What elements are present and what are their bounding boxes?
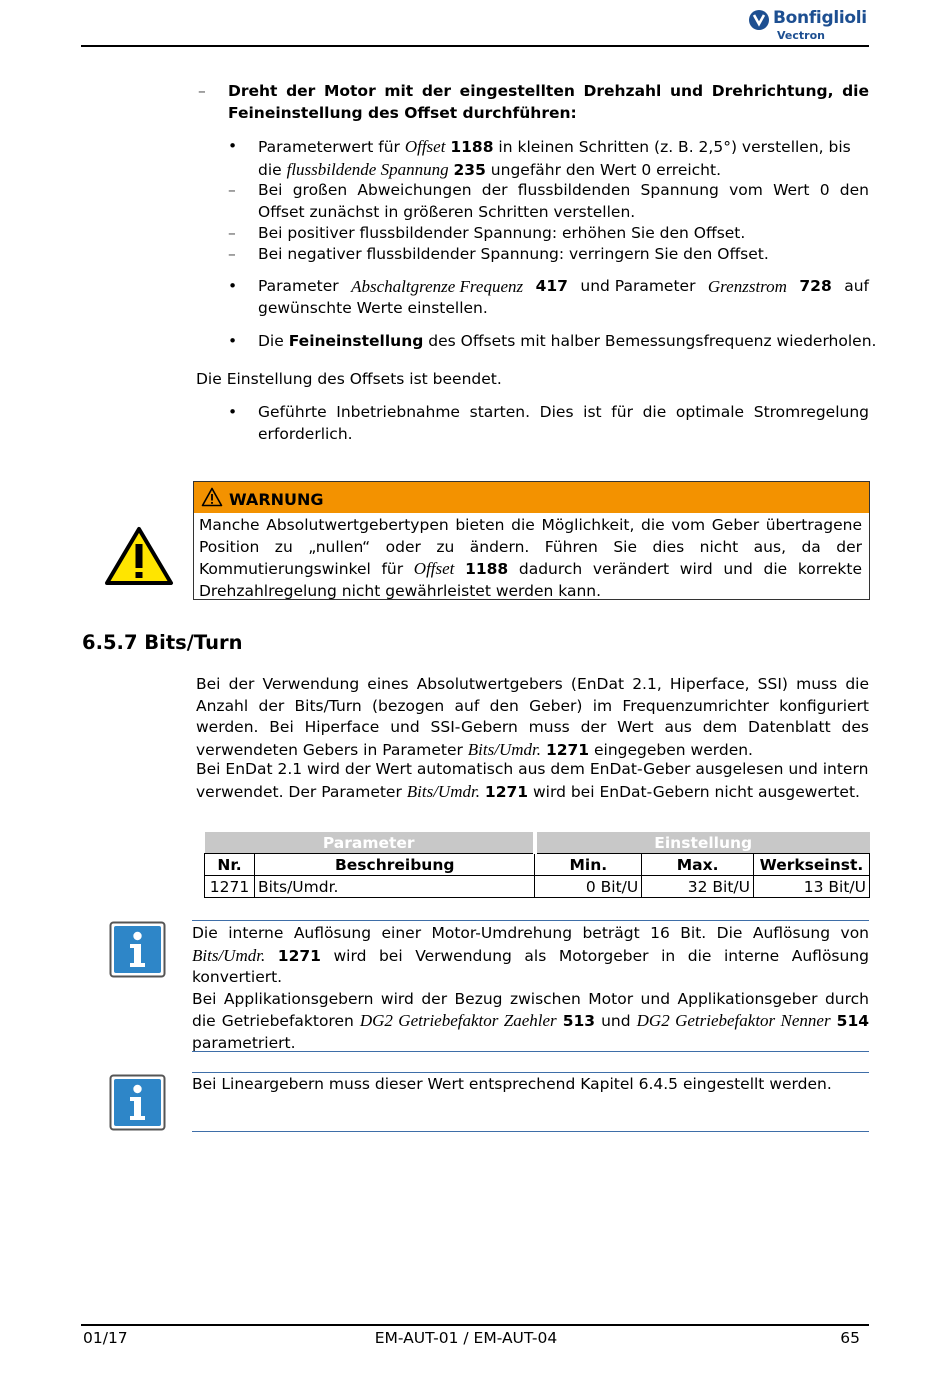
section-paragraph-2: Bei EnDat 2.1 wird der Wert automatisch aus dem EnDat-Geber ausgelesen und intern verwendet. Der Parameter Bits/Umdr. 1271 wird bei EnDat-Gebern nicht ausgewertet. <box>196 760 869 801</box>
brand-logo <box>748 8 873 44</box>
offset-dash-heading-block <box>198 81 869 124</box>
bullet-marker: • <box>228 137 238 155</box>
cell-werkseinst: 13 Bit/U <box>753 876 869 898</box>
cell-beschreibung: Bits/Umdr. <box>254 876 534 898</box>
table-group-header <box>205 832 870 854</box>
warning-triangle-icon <box>104 526 174 586</box>
bullet-marker: • <box>228 277 238 295</box>
bullet-text-line2: die flussbildende Spannung 235 ungefähr den Wert 0 erreicht. <box>258 159 722 179</box>
dash-marker: – <box>228 245 236 263</box>
bonfiglioli-logo-icon <box>748 9 770 31</box>
bullet-parameters: • Parameter Abschaltgrenze Frequenz 417 und Parameter Grenzstrom 728 auf gewünschte Werte einstellen. <box>228 277 869 317</box>
info2-bottom-rule <box>192 1131 869 1132</box>
warning-title-bar <box>194 482 869 513</box>
group-header-einstellung: Einstellung <box>535 832 870 854</box>
footer-document-id: EM-AUT-01 / EM-AUT-04 <box>374 1329 558 1347</box>
warning-small-icon <box>201 487 223 507</box>
bullet-marker: • <box>228 332 238 350</box>
bullet-offset-adjust <box>228 136 869 181</box>
table-header-row <box>205 854 870 876</box>
info-icon <box>109 1074 166 1131</box>
dash-marker: – <box>198 82 206 100</box>
dash-marker: – <box>228 181 236 199</box>
offset-done-text: Die Einstellung des Offsets ist beendet. <box>196 370 502 388</box>
dash-item-3: – Bei negativer flussbildender Spannung: verringern Sie den Offset. <box>258 244 869 266</box>
bullet-guided-commissioning: • Geführte Inbetriebnahme starten. Dies ist für die optimale Stromregelung erforderlich. <box>228 403 869 443</box>
bullet-text-line1: Parameterwert für Offset 1188 in kleinen Schritten (z. B. 2,5°) verstellen, bis <box>258 137 851 156</box>
offset-dash-heading: Dreht der Motor mit der eingestellten Drehzahl und Drehrichtung, die Feineinstellung des Offset durchführen: <box>228 82 869 122</box>
footer-date: 01/17 <box>83 1329 128 1347</box>
brand-name: Bonfiglioli <box>773 8 867 28</box>
table-row <box>205 876 870 898</box>
info-icon <box>109 921 166 978</box>
info2-text: Bei Lineargebern muss dieser Wert entsprechend Kapitel 6.4.5 eingestellt werden. <box>192 1075 832 1093</box>
info1-text: Die interne Auflösung einer Motor-Umdrehung beträgt 16 Bit. Die Auflösung von Bits/Umdr. 1271 wird bei Verwendung als Motorgeber in die interne Auflösung konvertiert. Bei Applikationsgebern wird der Bezug zwischen Motor und Applikationsgeber durch die Getriebefaktoren DG2 Getriebefaktor Zaehler 513 und DG2 Getriebefaktor Nenner 514 parametriert. <box>192 924 870 1052</box>
footer-page-number: 65 <box>840 1329 860 1347</box>
brand-subname: Vectron <box>777 29 825 42</box>
footer-rule <box>81 1324 869 1326</box>
col-header-beschreibung: Beschreibung <box>254 854 534 876</box>
cell-min: 0 Bit/U <box>535 876 642 898</box>
bullet-fine-tuning: • Die Feineinstellung des Offsets mit halber Bemessungsfrequenz wiederholen. <box>258 331 869 353</box>
warning-title: WARNUNG <box>229 490 324 509</box>
info1-top-rule <box>192 920 869 921</box>
cell-max: 32 Bit/U <box>642 876 754 898</box>
col-header-werkseinst: Werkseinst. <box>753 854 869 876</box>
dash-item-1: – Bei großen Abweichungen der flussbildenden Spannung vom Wert 0 den Offset zunächst in größeren Schritten verstellen. <box>228 181 869 221</box>
col-header-min: Min. <box>535 854 642 876</box>
cell-nr: 1271 <box>205 876 255 898</box>
warning-box <box>193 481 870 600</box>
dash-marker: – <box>228 224 236 242</box>
warning-text: Manche Absolutwertgebertypen bieten die Möglichkeit, die vom Geber übertragene Position zu „nullen“ oder zu ändern. Führen Sie dies nicht aus, da der Kommutierungswinkel für Offset 1188 dadurch verändert wird und die korrekte Drehzahlregelung nicht gewährleistet werden kann. <box>199 516 862 600</box>
parameter-table <box>204 832 870 898</box>
col-header-max: Max. <box>642 854 754 876</box>
group-header-parameter: Parameter <box>205 832 535 854</box>
bullet-marker: • <box>228 403 238 421</box>
dash-item-2: – Bei positiver flussbildender Spannung: erhöhen Sie den Offset. <box>258 223 869 245</box>
info2-top-rule <box>192 1072 869 1073</box>
header-rule <box>81 45 869 47</box>
col-header-nr: Nr. <box>205 854 255 876</box>
info1-bottom-rule <box>192 1051 869 1052</box>
section-heading: 6.5.7 Bits/Turn <box>82 631 243 654</box>
section-paragraph-1: Bei der Verwendung eines Absolutwertgebers (EnDat 2.1, Hiperface, SSI) muss die Anzahl der Bits/Turn (bezogen auf den Geber) im Frequenzumrichter konfiguriert werden. Bei Hiperface und SSI-Gebern muss der Wert aus dem Datenblatt des verwendeten Gebers in Parameter Bits/Umdr. 1271 eingegeben werden. <box>196 675 869 759</box>
